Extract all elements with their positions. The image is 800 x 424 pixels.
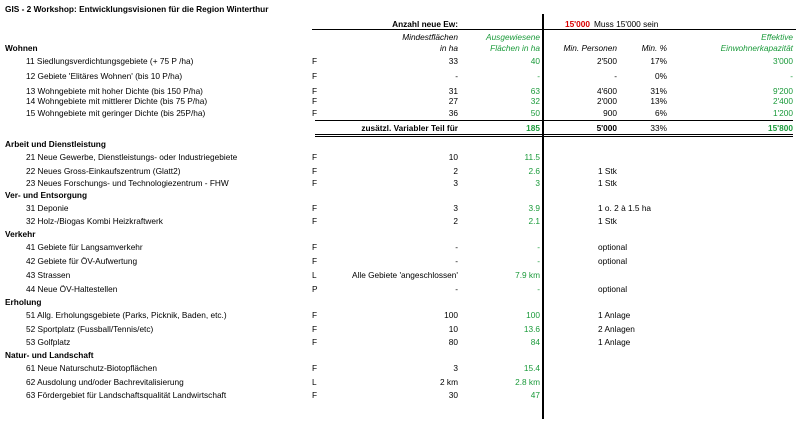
row-min-flaeche: - (455, 284, 458, 294)
document-title: GIS - 2 Workshop: Entwicklungsvisionen für die Region Winterthur (5, 4, 269, 14)
row-type: F (312, 363, 318, 373)
row-effektive: 1'200 (772, 108, 793, 118)
row-effektive: 9'200 (772, 86, 793, 96)
row-ausgewiesen: 13.6 (523, 324, 540, 334)
row-type: F (312, 96, 318, 106)
row-min-flaeche: 2 (453, 216, 458, 226)
row-min-flaeche: Alle Gebiete 'angeschlossen' (351, 270, 458, 280)
row-type: F (312, 256, 318, 266)
header-effektive-2: Einwohnerkapazität (720, 43, 793, 53)
row-type: F (312, 71, 318, 81)
row-type: F (312, 242, 318, 252)
total-label: zusätzl. Variabler Teil für (361, 123, 458, 133)
row-min-flaeche: 80 (448, 337, 458, 347)
row-min-flaeche: 3 (453, 363, 458, 373)
row-label: 12 Gebiete 'Elitäres Wohnen' (bis 10 P/ha) (26, 71, 183, 81)
row-ausgewiesen: - (537, 242, 540, 252)
row-ausgewiesen: 63 (530, 86, 540, 96)
row-label: 43 Strassen (26, 270, 71, 280)
row-label: 11 Siedlungsverdichtungsgebiete (+ 75 P /ha) (26, 56, 194, 66)
row-ausgewiesen: 84 (530, 337, 540, 347)
column-divider-vertical (542, 14, 544, 419)
row-label: 61 Neue Naturschutz-Biotopflächen (26, 363, 157, 373)
row-pct: 0% (655, 71, 667, 81)
row-note: optional (598, 256, 628, 266)
row-ausgewiesen: - (537, 256, 540, 266)
total-effektive: 15'800 (767, 123, 793, 133)
row-label: 14 Wohngebiete mit mittlerer Dichte (bis 75 P/ha) (26, 96, 208, 106)
row-ausgewiesen: 40 (530, 56, 540, 66)
row-min-flaeche: 31 (448, 86, 458, 96)
row-type: F (312, 108, 318, 118)
row-type: F (312, 152, 318, 162)
header-effektive-1: Effektive (761, 32, 793, 42)
row-min-flaeche: 33 (448, 56, 458, 66)
row-note: 1 Stk (598, 178, 617, 188)
row-note: 2 Anlagen (598, 324, 635, 334)
row-personen: 2'000 (596, 96, 617, 106)
row-min-flaeche: 2 km (440, 377, 458, 387)
row-note: 1 Anlage (598, 337, 631, 347)
row-ausgewiesen: 100 (526, 310, 540, 320)
row-min-flaeche: 10 (448, 152, 458, 162)
row-ausgewiesen: 50 (530, 108, 540, 118)
row-type: F (312, 178, 318, 188)
row-type: F (312, 86, 318, 96)
row-ausgewiesen: 2.8 km (515, 377, 540, 387)
row-label: 41 Gebiete für Langsamverkehr (26, 242, 143, 252)
row-ausgewiesen: 15.4 (523, 363, 540, 373)
row-min-flaeche: 3 (453, 203, 458, 213)
row-ausgewiesen: - (537, 71, 540, 81)
row-personen: 900 (603, 108, 617, 118)
section-wohnen: Wohnen (5, 43, 38, 53)
section-arbeit: Arbeit und Dienstleistung (5, 139, 106, 149)
row-label: 15 Wohngebiete mit geringer Dichte (bis 25P/ha) (26, 108, 206, 118)
row-note: 1 o. 2 à 1.5 ha (598, 203, 652, 213)
section-ver-entsorgung: Ver- und Entsorgung (5, 190, 88, 200)
row-label: 51 Allg. Erholungsgebiete (Parks, Picknik, Baden, etc.) (26, 310, 227, 320)
target-value: 15'000 (564, 19, 590, 29)
row-label: 32 Holz-/Biogas Kombi Heizkraftwerk (26, 216, 163, 226)
row-min-flaeche: 10 (448, 324, 458, 334)
row-type: F (312, 390, 318, 400)
row-label: 62 Ausdolung und/oder Bachrevitalisierung (26, 377, 184, 387)
row-personen: 4'600 (596, 86, 617, 96)
row-label: 42 Gebiete für ÖV-Aufwertung (26, 256, 138, 266)
row-type: L (312, 377, 317, 387)
row-personen: 2'500 (596, 56, 617, 66)
row-type: F (312, 166, 318, 176)
total-rule-bottom-1 (315, 134, 793, 135)
total-personen: 5'000 (596, 123, 617, 133)
row-type: L (312, 270, 317, 280)
row-ausgewiesen: - (537, 284, 540, 294)
section-erholung: Erholung (5, 297, 42, 307)
row-type: F (312, 203, 318, 213)
row-pct: 13% (650, 96, 667, 106)
header-min-pct: Min. % (641, 43, 667, 53)
row-label: 52 Sportplatz (Fussball/Tennis/etc) (26, 324, 154, 334)
row-note: optional (598, 284, 628, 294)
row-ausgewiesen: 7.9 km (515, 270, 540, 280)
row-note: optional (598, 242, 628, 252)
row-label: 13 Wohngebiete mit hoher Dichte (bis 150 P/ha) (26, 86, 203, 96)
row-ausgewiesen: 3.9 (528, 203, 540, 213)
row-ausgewiesen: 11.5 (524, 152, 540, 162)
row-label: 63 Fördergebiet für Landschaftsqualität Landwirtschaft (26, 390, 227, 400)
row-pct: 17% (650, 56, 667, 66)
anzahl-label: Anzahl neue Ew: (392, 19, 458, 29)
header-min-personen: Min. Personen (563, 43, 617, 53)
row-note: 1 Anlage (598, 310, 631, 320)
row-type: F (312, 216, 318, 226)
section-natur: Natur- und Landschaft (5, 350, 94, 360)
total-rule-bottom-2 (315, 136, 793, 137)
row-pct: 6% (655, 108, 667, 118)
row-ausgewiesen: 3 (535, 178, 540, 188)
total-rule-top (315, 120, 793, 121)
row-ausgewiesen: 32 (530, 96, 540, 106)
header-min-flaechen-1: Mindestflächen (402, 32, 458, 42)
header-ausgewiesene-2: Flächen in ha (490, 43, 540, 53)
section-verkehr: Verkehr (5, 229, 36, 239)
total-ausgewiesene: 185 (526, 123, 540, 133)
row-min-flaeche: 30 (448, 390, 458, 400)
row-type: F (312, 310, 318, 320)
row-min-flaeche: 3 (453, 178, 458, 188)
header-ausgewiesene-1: Ausgewiesene (486, 32, 540, 42)
row-label: 23 Neues Forschungs- und Technologiezentrum - FHW (26, 178, 229, 188)
row-effektive: 3'000 (772, 56, 793, 66)
row-label: 53 Golfplatz (26, 337, 71, 347)
row-ausgewiesen: 2.1 (528, 216, 540, 226)
row-min-flaeche: 36 (448, 108, 458, 118)
row-ausgewiesen: 47 (530, 390, 540, 400)
row-note: 1 Stk (598, 166, 617, 176)
row-type: F (312, 324, 318, 334)
target-note: Muss 15'000 sein (594, 19, 659, 29)
header-min-flaechen-2: in ha (440, 43, 458, 53)
row-min-flaeche: 100 (444, 310, 458, 320)
total-pct: 33% (650, 123, 667, 133)
row-ausgewiesen: 2.6 (528, 166, 540, 176)
row-type: F (312, 56, 318, 66)
row-min-flaeche: - (455, 71, 458, 81)
row-personen: - (614, 71, 617, 81)
row-effektive: 2'400 (772, 96, 793, 106)
row-pct: 31% (650, 86, 667, 96)
row-label: 22 Neues Gross-Einkaufszentrum (Glatt2) (26, 166, 181, 176)
row-label: 44 Neue ÖV-Haltestellen (26, 284, 118, 294)
row-min-flaeche: - (455, 256, 458, 266)
row-effektive: - (790, 71, 793, 81)
row-type: F (312, 337, 318, 347)
header-divider-horizontal (312, 29, 796, 30)
row-label: 31 Deponie (26, 203, 69, 213)
row-min-flaeche: - (455, 242, 458, 252)
row-label: 21 Neue Gewerbe, Dienstleistungs- oder Industriegebiete (26, 152, 238, 162)
row-min-flaeche: 27 (448, 96, 458, 106)
row-note: 1 Stk (598, 216, 617, 226)
row-min-flaeche: 2 (453, 166, 458, 176)
row-type: P (312, 284, 318, 294)
